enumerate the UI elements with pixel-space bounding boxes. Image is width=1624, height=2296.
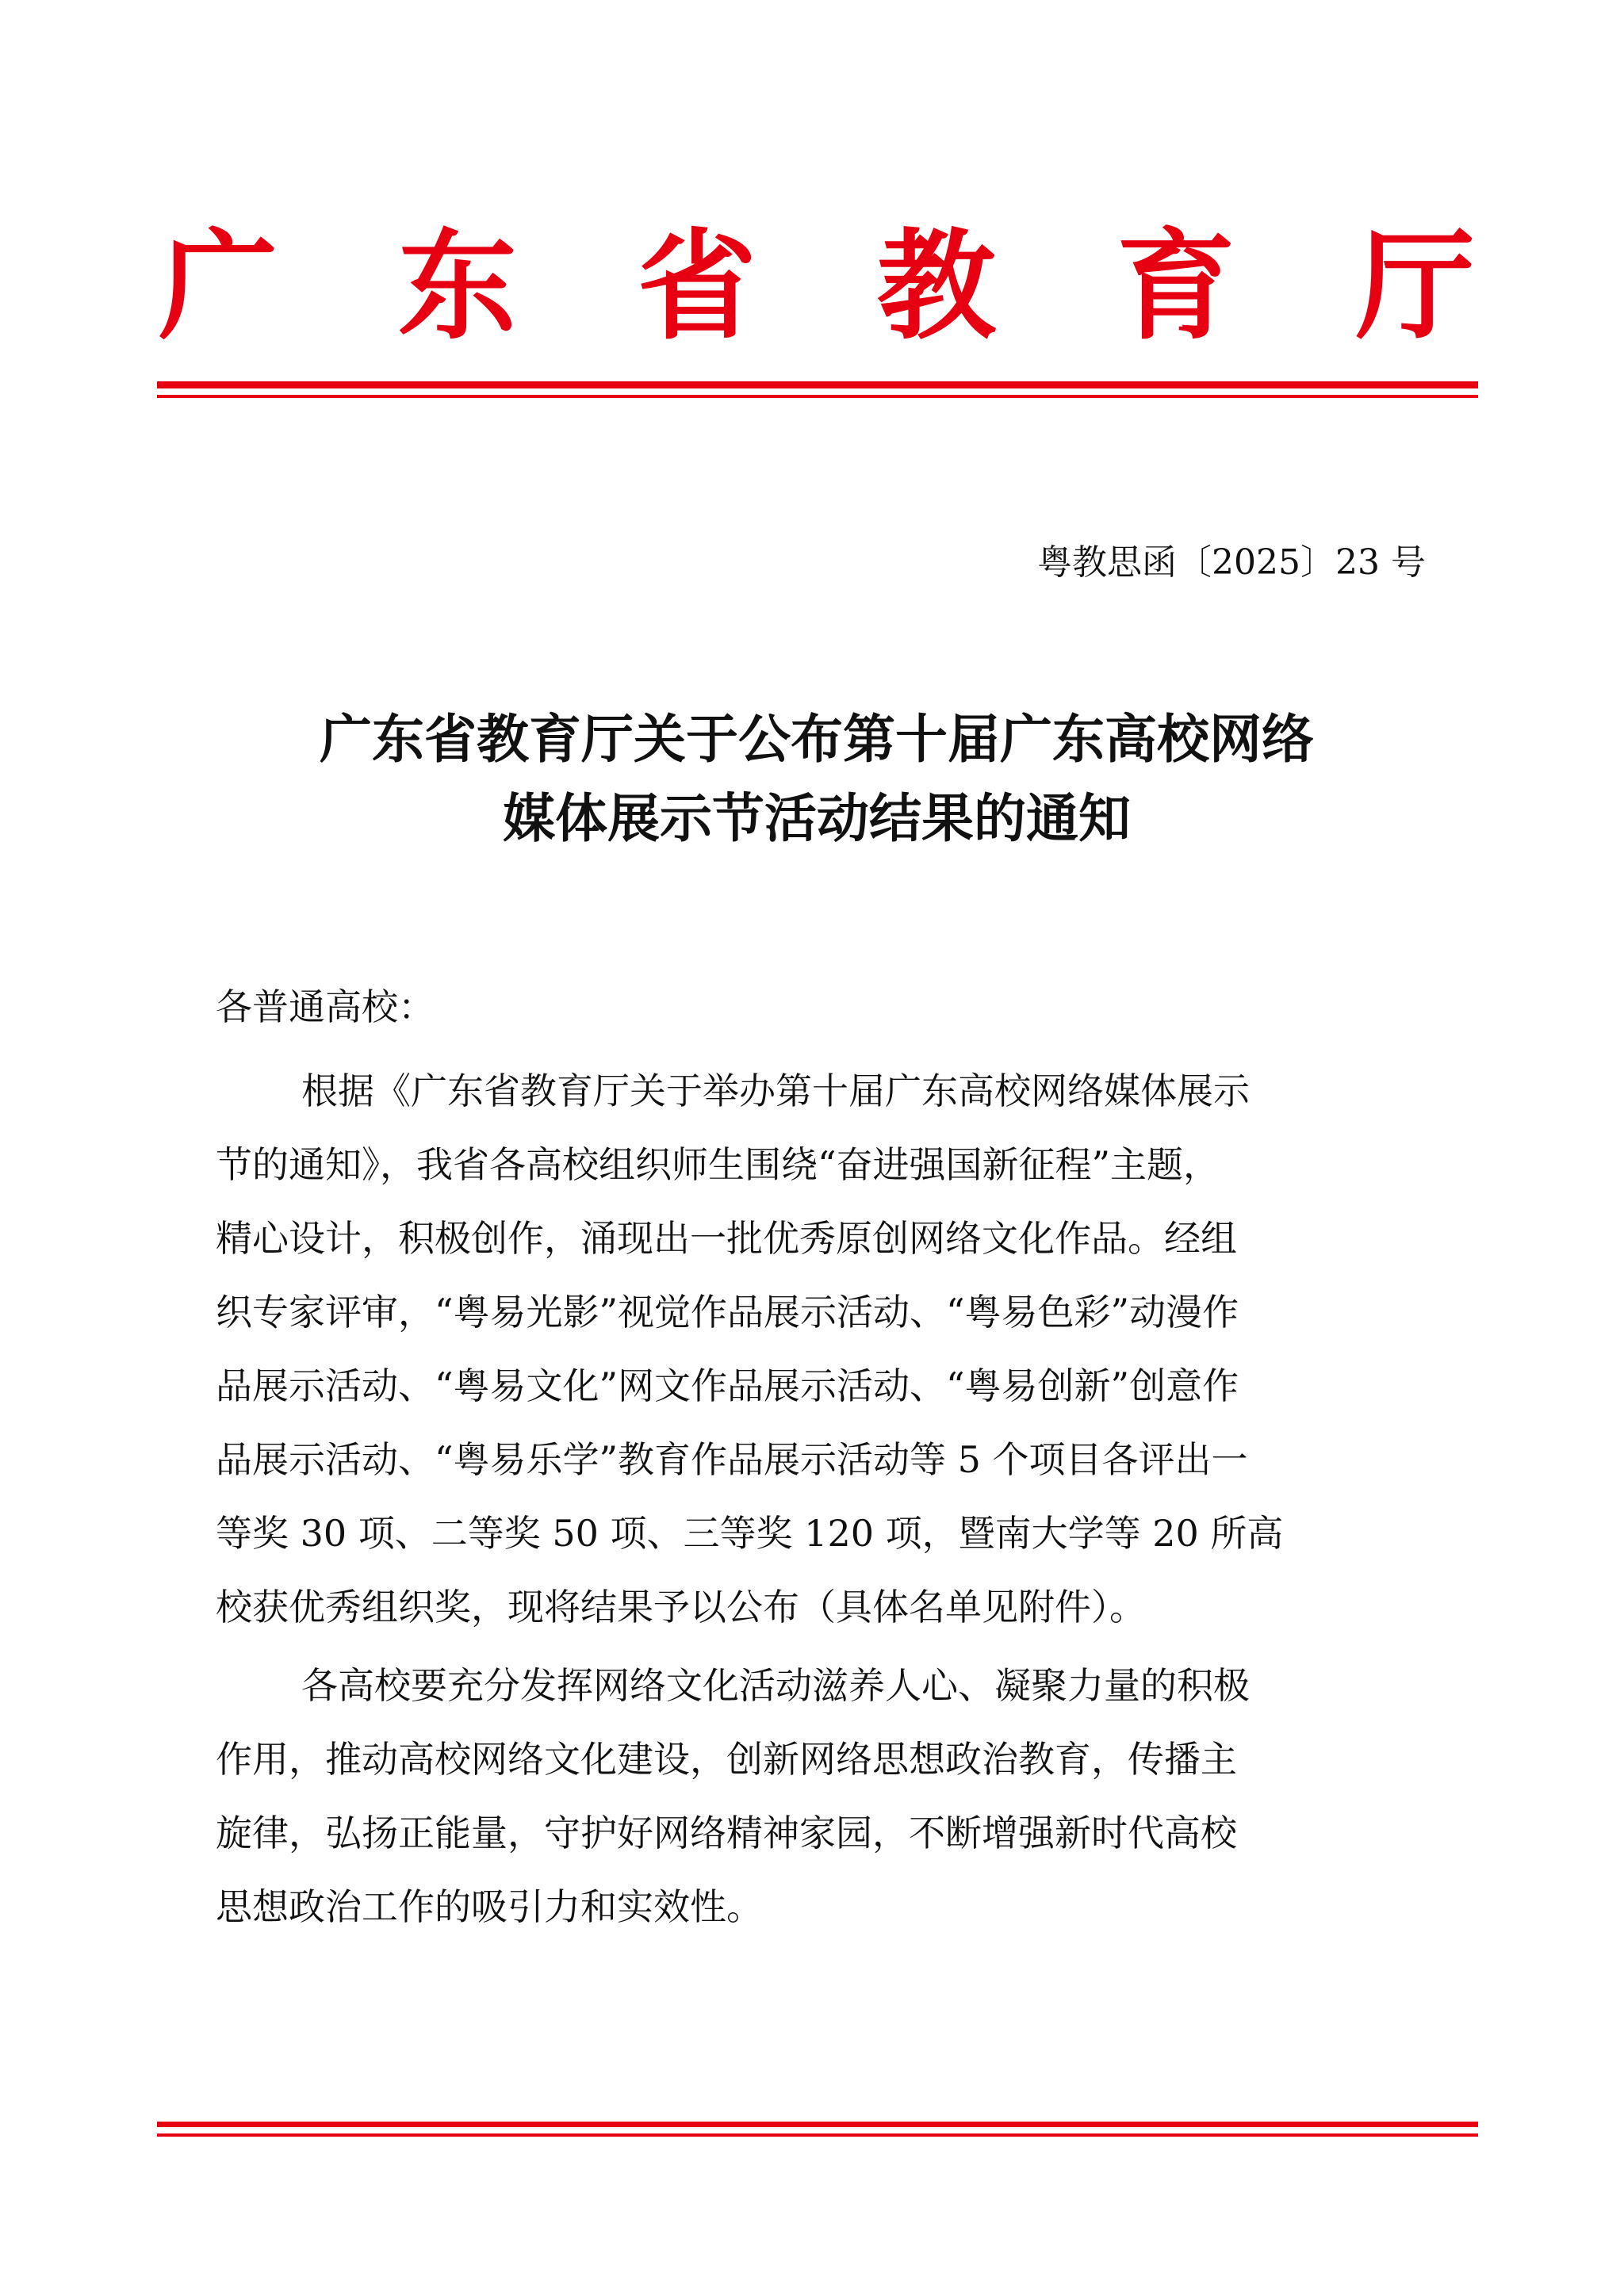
document-title xyxy=(159,699,1475,858)
paragraph-line: 等奖 30 项、二等奖 50 项、三等奖 120 项，暨南大学等 20 所高 xyxy=(216,1512,1284,1555)
paragraph-line: 品展示活动、“粤易文化”网文作品展示活动、“粤易创新”创意作 xyxy=(216,1364,1239,1407)
paragraph-line: 节的通知》，我省各高校组织师生围绕“奋进强国新征程”主题， xyxy=(216,1143,1220,1186)
paragraph-line: 织专家评审，“粤易光影”视觉作品展示活动、“粤易色彩”动漫作 xyxy=(216,1291,1239,1334)
header-rule-thin xyxy=(157,395,1478,398)
footer-rule-thin xyxy=(157,2133,1478,2137)
footer-rule-thick xyxy=(157,2122,1478,2127)
letterhead-title xyxy=(159,208,1475,366)
paragraph-line: 校获优秀组织奖，现将结果予以公布（具体名单见附件）。 xyxy=(216,1586,1146,1628)
title-line-1: 广东省教育厅关于公布第十届广东高校网络 xyxy=(320,708,1314,770)
salutation: 各普通高校： xyxy=(216,985,435,1028)
title-line-2: 媒体展示节活动结果的通知 xyxy=(503,787,1131,849)
document-number: 粤教思函〔2025〕23 号 xyxy=(1037,542,1426,583)
paragraph-line: 各高校要充分发挥网络文化活动滋养人心、凝聚力量的积极 xyxy=(301,1664,1250,1707)
letterhead-char: 省 xyxy=(637,218,756,356)
paragraph-line: 旋律，弘扬正能量，守护好网络精神家园，不断增强新时代高校 xyxy=(216,1812,1237,1854)
header-rule-thick xyxy=(157,381,1478,388)
paragraph-line: 精心设计，积极创作，涌现出一批优秀原创网络文化作品。经组 xyxy=(216,1217,1237,1260)
letterhead-char: 广 xyxy=(159,218,278,356)
paragraph-line: 思想政治工作的吸引力和实效性。 xyxy=(216,1885,763,1928)
paragraph-line: 作用，推动高校网络文化建设，创新网络思想政治教育，传播主 xyxy=(216,1738,1237,1781)
letterhead-char: 教 xyxy=(876,218,996,356)
paragraph-2 xyxy=(216,1649,1433,1944)
letterhead-char: 东 xyxy=(397,218,517,356)
paragraph-line: 品展示活动、“粤易乐学”教育作品展示活动等 5 个项目各评出一 xyxy=(216,1438,1248,1481)
paragraph-1 xyxy=(216,1054,1433,1644)
paragraph-line: 根据《广东省教育厅关于举办第十届广东高校网络媒体展示 xyxy=(301,1070,1250,1112)
letterhead-char: 厅 xyxy=(1355,218,1475,356)
letterhead-char: 育 xyxy=(1116,218,1235,356)
